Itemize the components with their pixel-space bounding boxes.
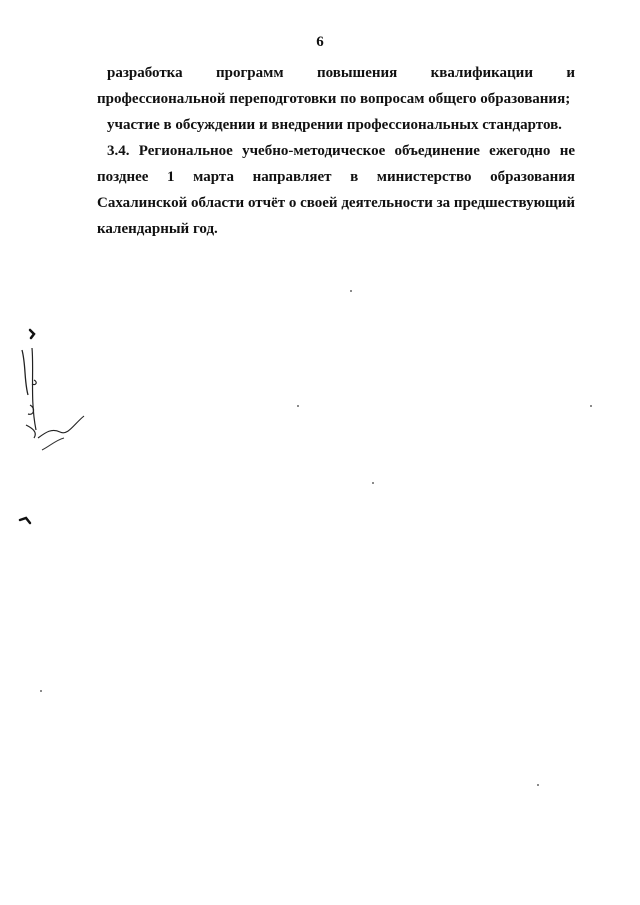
paragraph-standards: участие в обсуждении и внедрении профессиональных стандартов. <box>107 117 562 133</box>
paragraph-report: 3.4. Региональное учебно-методическое объединение ежегодно не позднее 1 марта направляет в министерство образования Сахалинской области отчёт о своей деятельности за предшествующий календарный год. <box>97 143 575 237</box>
scan-speck <box>40 690 42 692</box>
scan-speck <box>590 405 592 407</box>
paragraph-programs: разработка программ повышения квалификации и профессиональной переподготовки по вопросам общего образования; <box>97 65 575 107</box>
scan-speck <box>350 290 352 292</box>
page-number: 6 <box>316 34 324 50</box>
document-body <box>97 60 575 242</box>
scan-speck <box>537 784 539 786</box>
scan-speck <box>297 405 299 407</box>
scan-speck <box>372 482 374 484</box>
margin-handwriting-mark <box>12 320 102 550</box>
